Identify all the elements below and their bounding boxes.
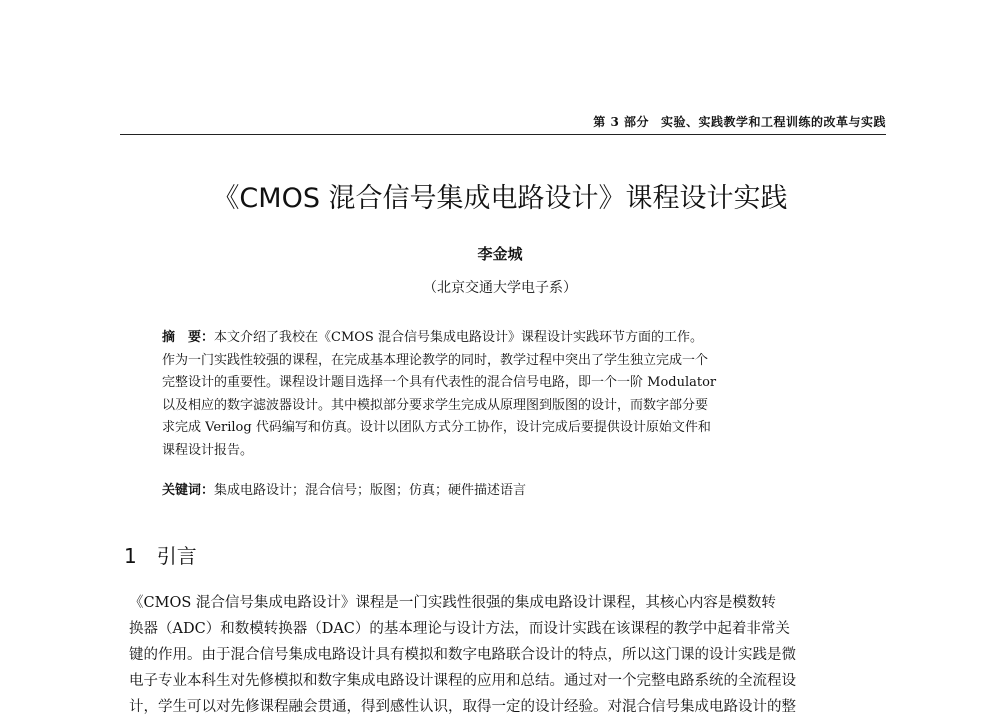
body-line: 计，学生可以对先修课程融会贯通，得到感性认识，取得一定的设计经验。对混合信号集成电路设计的整 (129, 699, 796, 715)
abstract-line: 以及相应的数字滤波器设计。其中模拟部分要求学生完成从原理图到版图的设计，而数字部分要 (162, 397, 709, 413)
keywords (162, 480, 862, 502)
header-rule (120, 134, 886, 135)
abstract-line: 课程设计报告。 (162, 442, 254, 458)
abstract (162, 327, 862, 462)
abstract-line: 求完成 Verilog 代码编写和仿真。设计以团队方式分工协作，设计完成后要提供设计原始文件和 (162, 420, 711, 435)
body-line: 换器（ADC）和数模转换器（DAC）的基本理论与设计方法，而设计实践在该课程的教学中起着非常关 (129, 621, 790, 637)
body-line: 《CMOS 混合信号集成电路设计》课程是一门实践性很强的集成电路设计课程，其核心内容是模数转 (129, 595, 776, 611)
paper-author: 李金城 (477, 245, 523, 263)
abstract-text: 本文介绍了我校在《CMOS 混合信号集成电路设计》课程设计实践环节方面的工作。 (214, 330, 703, 345)
paper-title: 《CMOS 混合信号集成电路设计》课程设计实践 (212, 183, 788, 214)
abstract-line: 完整设计的重要性。课程设计题目选择一个具有代表性的混合信号电路，即一个一阶 Modulator (162, 375, 717, 390)
abstract-line: 作为一门实践性较强的课程，在完成基本理论教学的同时，教学过程中突出了学生独立完成一个 (162, 352, 709, 368)
running-header-part: 第 3 部分 (593, 115, 649, 129)
keywords-label: 关键词： (162, 483, 215, 498)
section-title: 引言 (156, 544, 197, 568)
body-line: 电子专业本科生对先修模拟和数字集成电路设计课程的应用和总结。通过对一个完整电路系统的全流程设 (129, 673, 796, 689)
running-header-section: 实验、实践教学和工程训练的改革与实践 (660, 115, 886, 129)
abstract-label: 摘 要： (162, 330, 215, 345)
section-heading (124, 540, 197, 569)
body-line: 键的作用。由于混合信号集成电路设计具有模拟和数字电路联合设计的特点，所以这门课的设计实践是微 (129, 647, 796, 663)
section-number: 1 (124, 544, 137, 568)
running-header (120, 113, 886, 133)
body-paragraph (129, 590, 889, 720)
paper-affiliation: （北京交通大学电子系） (423, 280, 577, 296)
abstract-line (162, 327, 862, 350)
keywords-text: 集成电路设计；混合信号；版图；仿真；硬件描述语言 (214, 483, 527, 498)
